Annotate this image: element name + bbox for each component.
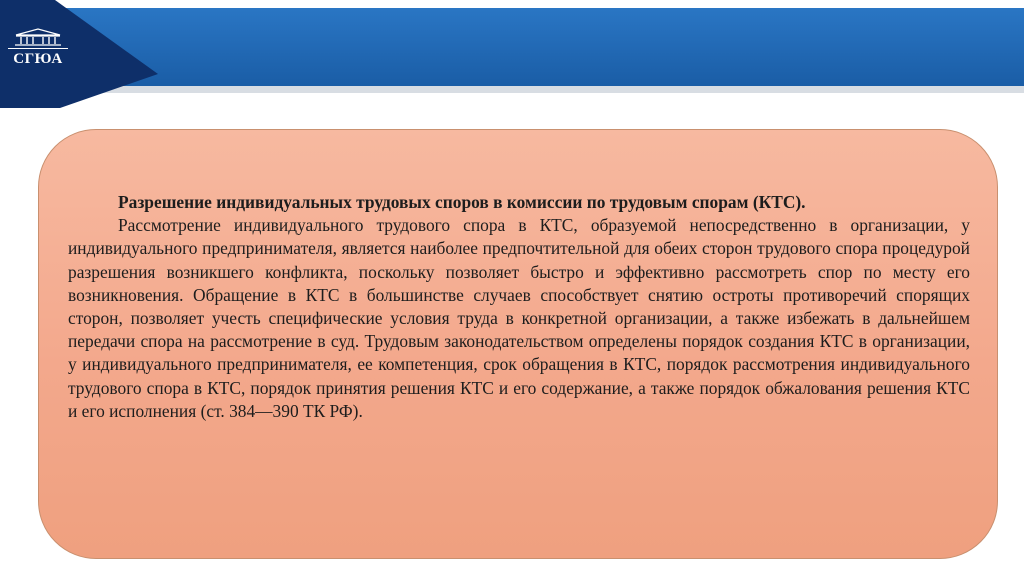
blue-stripe bbox=[35, 8, 1024, 86]
body-paragraph: Рассмотрение индивидуального трудового спора в КТС, образуемой непосредственно в организации, у индивидуального предпринимателя, является наиболее предпочтительной для обеих сторон трудового спора процедурой разрешения возникшего конфликта, поскольку позволяет быстро и эффективно рассмотреть спор по месту его возникновения. Обращение в КТС в большинстве случаев способствует снятию остроты противоречий спорящих сторон, позволяет учесть специфические условия труда в конкретной организации, а также избежать в дальнейшем передачи спора на рассмотрение в суд. Трудовым законодательством определены порядок создания КТС в организации, у индивидуального предпринимателя, ее компетенция, срок обращения в КТС, порядок рассмотрения индивидуального трудового спора в КТС, порядок принятия решения КТС и его содержание, а также порядок обжалования решения КТС и его исполнения (ст. 384—390 ТК РФ). bbox=[68, 215, 970, 421]
header-band bbox=[0, 0, 1024, 110]
grey-shadow-stripe bbox=[100, 86, 1024, 93]
main-text bbox=[68, 191, 970, 423]
logo-text: СГЮА bbox=[8, 48, 68, 68]
section-heading: Разрешение индивидуальных трудовых споров в комиссии по трудовым спорам (КТС). bbox=[118, 192, 806, 212]
logo[interactable] bbox=[8, 28, 68, 74]
columns-emblem-icon bbox=[12, 28, 64, 46]
